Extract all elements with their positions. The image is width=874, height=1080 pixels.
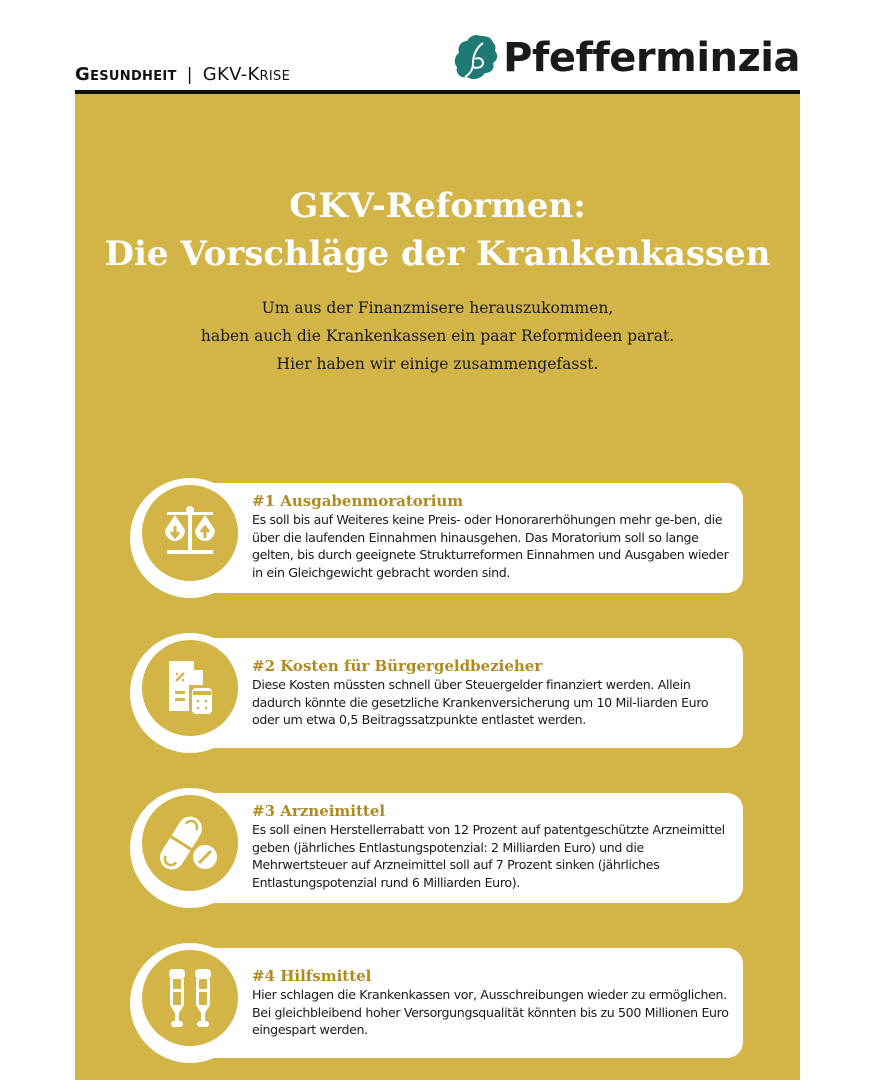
infographic-panel xyxy=(75,94,800,1080)
proposal-card-3 xyxy=(130,793,743,903)
page-title xyxy=(75,182,800,278)
intro-line-2: haben auch die Krankenkassen ein paar Reformideen parat. xyxy=(200,327,675,345)
card-body: Diese Kosten müssten schnell über Steuergelder finanziert werden. Allein dadurch könnte die gesetzliche Krankenversicherung um 10 Mil-liarden Euro oder um etwa 0,5 Beitragssatzpunkte entlastet werden. xyxy=(252,677,709,727)
card-body: Hier schlagen die Krankenkassen vor, Ausschreibungen wieder zu ermöglichen. Bei gleichbleibend hoher Versorgungsqualität könnten bis zu 500 Millionen Euro eingespart werden. xyxy=(252,987,729,1037)
separator: | xyxy=(186,65,193,85)
leaf-icon xyxy=(453,33,499,83)
section-label xyxy=(75,64,290,85)
icon-badge xyxy=(130,478,250,598)
page-header xyxy=(75,0,800,94)
card-body: Es soll bis auf Weiteres keine Preis- oder Honorarerhöhungen mehr ge-ben, die über die laufenden Einnahmen hinausgehen. Das Moratorium soll so lange gelten, bis durch geeignete Strukturreformen Einnahmen und Ausgaben wieder in ein Gleichgewicht gebracht worden sind. xyxy=(252,512,729,580)
topic-label[interactable]: GKV-Krise xyxy=(202,64,291,85)
card-title: #3 Arzneimittel xyxy=(252,802,386,820)
balance-scale-icon xyxy=(157,500,223,566)
logo[interactable] xyxy=(453,30,800,86)
proposal-card-2 xyxy=(130,638,743,748)
card-title: #2 Kosten für Bürgergeldbezieher xyxy=(252,657,543,675)
card-title: #1 Ausgabenmoratorium xyxy=(252,492,464,510)
intro-line-1: Um aus der Finanzmisere herauszukommen, xyxy=(261,299,614,317)
crutches-icon xyxy=(157,965,223,1031)
document-calculator-icon xyxy=(157,655,223,721)
title-line-2: Die Vorschläge der Krankenkassen xyxy=(104,234,771,274)
icon-badge xyxy=(130,633,250,753)
logo-text: Pfefferminzia xyxy=(503,35,800,81)
intro-line-3: Hier haben wir einige zusammengefasst. xyxy=(276,355,599,373)
pills-icon xyxy=(157,810,223,876)
icon-badge xyxy=(130,943,250,1063)
card-title: #4 Hilfsmittel xyxy=(252,967,372,985)
icon-badge xyxy=(130,788,250,908)
proposal-card-1 xyxy=(130,483,743,593)
title-line-1: GKV-Reformen: xyxy=(289,186,586,226)
card-body: Es soll einen Herstellerrabatt von 12 Prozent auf patentgeschützte Arzneimittel geben (jährliches Entlastungspotenzial: 2 Milliarden Euro) und die Mehrwertsteuer auf Arzneimittel soll auf 7 Prozent sinken (jährliches Entlastungspotenzial rund 6 Milliarden Euro). xyxy=(252,822,725,890)
intro-text xyxy=(75,294,800,378)
proposal-card-4 xyxy=(130,948,743,1058)
category-label[interactable]: Gesundheit xyxy=(75,64,177,85)
